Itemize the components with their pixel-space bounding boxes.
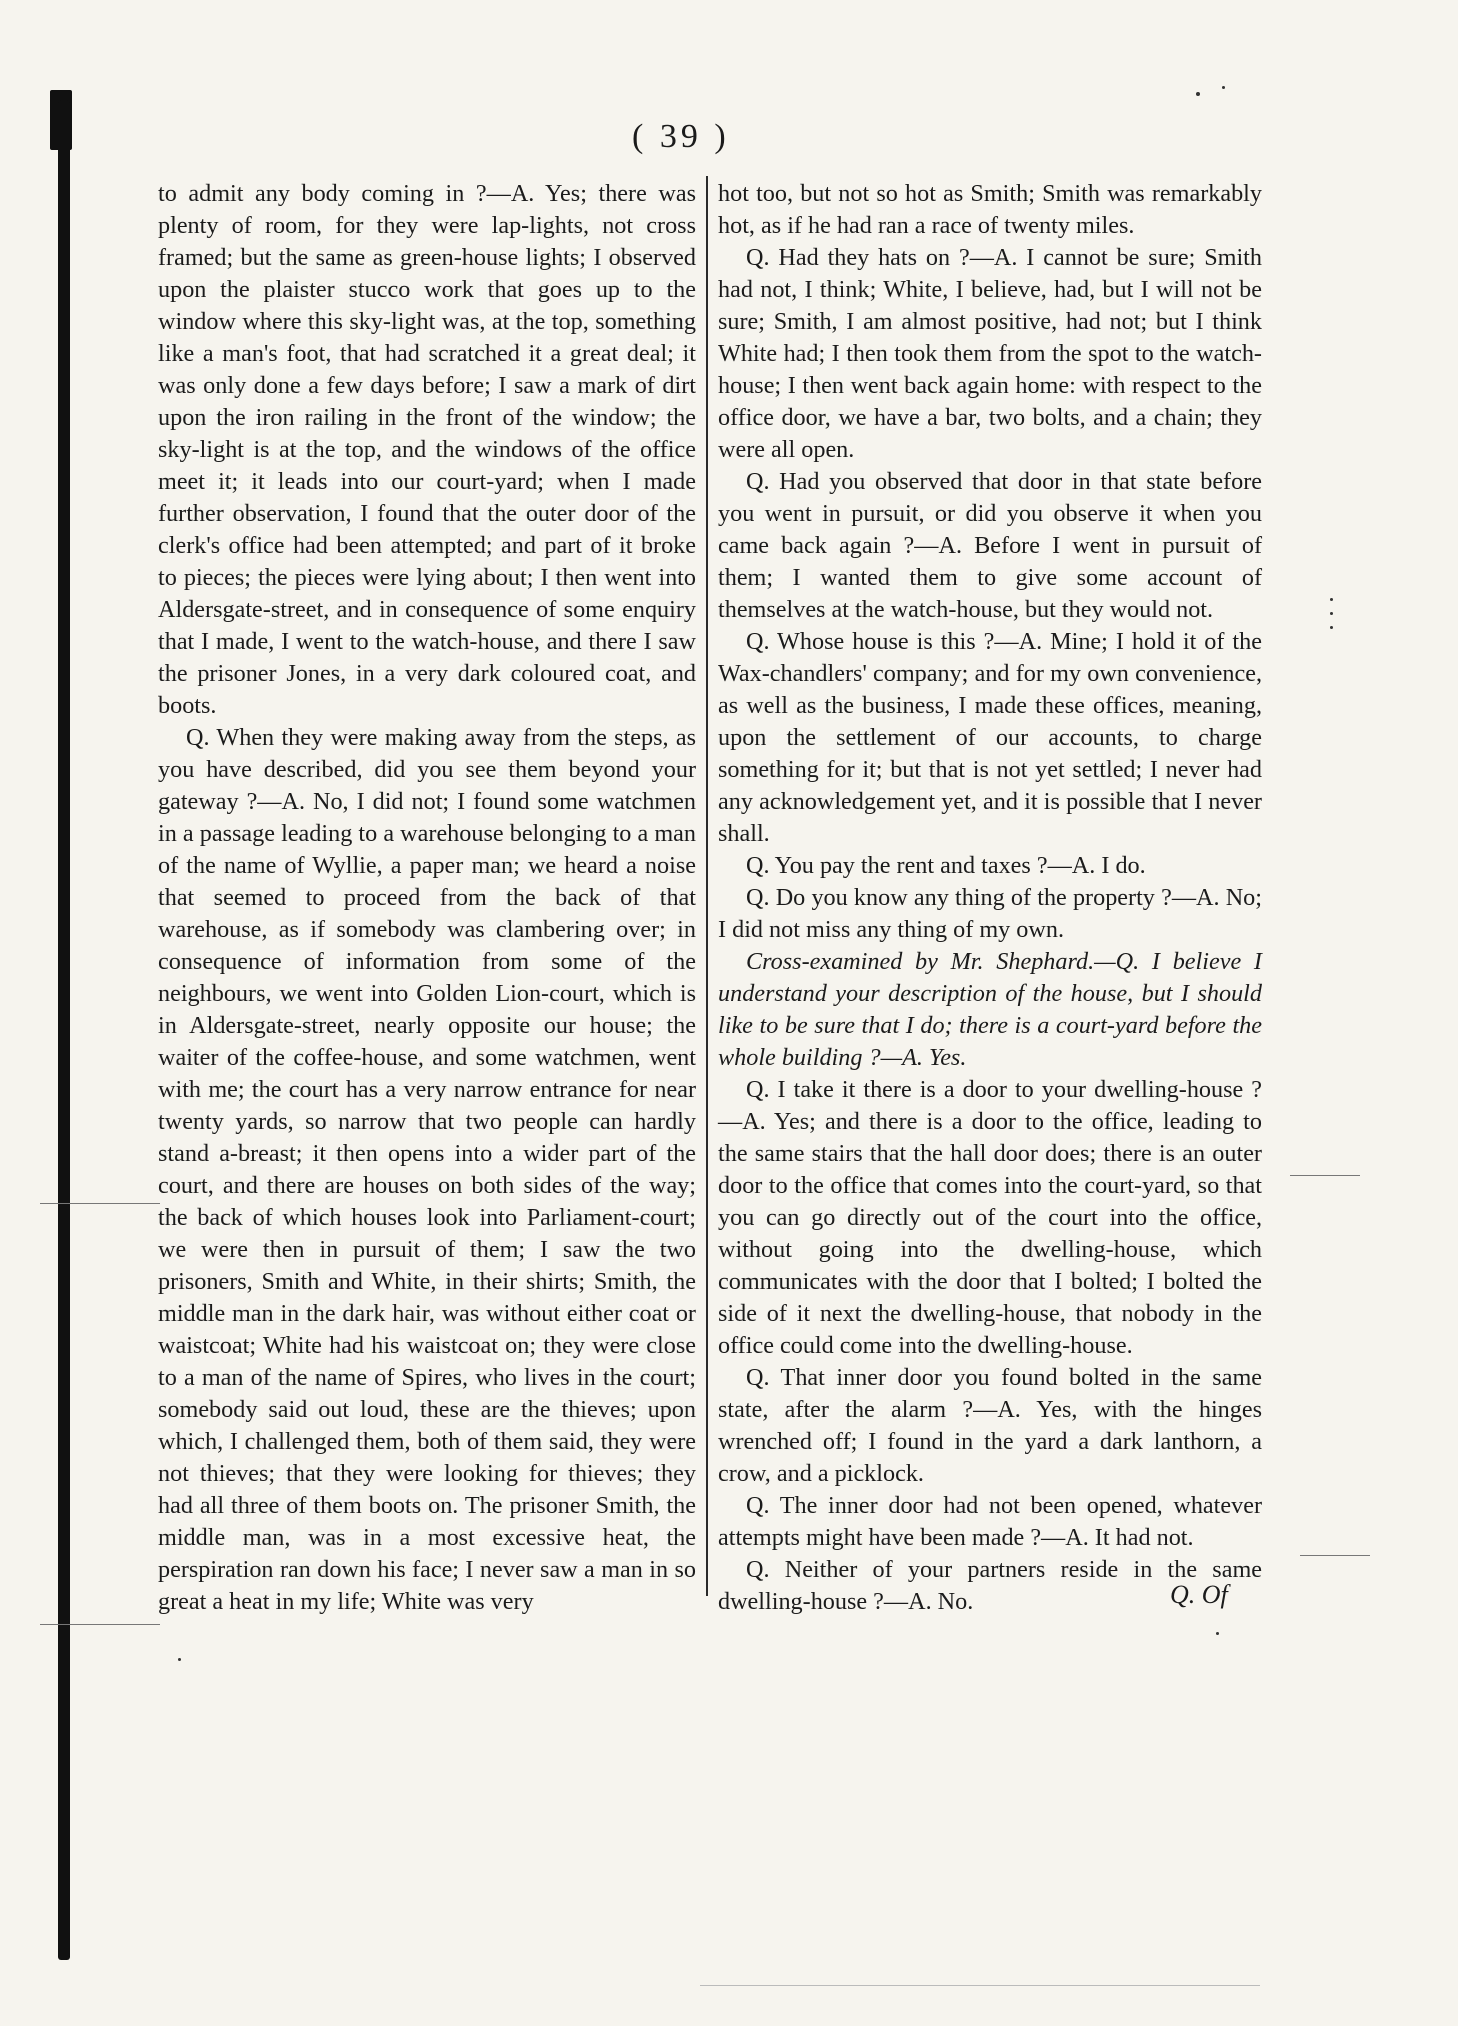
scan-mark: [1290, 1175, 1360, 1176]
paragraph: Q. I take it there is a door to your dwelling-house ?—A. Yes; and there is a door to the office, leading to the same stairs that the hall door does; there is an outer door to the office that comes into the court-yard, so that you can go directly out of the court into the office, without going into the dwelling-house, which communicates with the door that I bolted; I bolted the side of it next the dwelling-house, that nobody in the office could come into the dwelling-house.: [718, 1076, 1262, 1359]
paragraph: hot too, but not so hot as Smith; Smith was remarkably hot, as if he had ran a race of twenty miles.: [718, 180, 1262, 239]
left-column: [158, 178, 696, 1618]
paper-speck: [178, 1658, 181, 1661]
scan-mark: [700, 1985, 1260, 1986]
paper-speck: [1330, 598, 1333, 601]
paragraph: Q. The inner door had not been opened, whatever attempts might have been made ?—A. It had not.: [718, 1492, 1262, 1551]
paragraph: Q. When they were making away from the steps, as you have described, did you see them beyond your gateway ?—A. No, I did not; I found some watchmen in a passage leading to a warehouse belonging to a man of the name of Wyllie, a paper man; we heard a noise that seemed to proceed from the back of that warehouse, as if somebody was clambering over; in consequence of information from some of the neighbours, we went into Golden Lion-court, which is in Aldersgate-street, nearly opposite our house; the waiter of the coffee-house, and some watchmen, went with me; the court has a very narrow entrance for near twenty yards, so narrow that two people can hardly stand a-breast; it then opens into a wider part of the court, and there are houses on both sides of the way; the back of which houses look into Parliament-court; we were then in pursuit of them; I saw the two prisoners, Smith and White, in their shirts; Smith, the middle man in the dark hair, was without either coat or waistcoat; White had his waistcoat on; they were close to a man of the name of Spires, who lives in the court; somebody said out loud, these are the thieves; upon which, I challenged them, both of them said, they were not thieves; that they were looking for thieves; they had all three of them boots on. The prisoner Smith, the middle man, was in a most excessive heat, the perspiration ran down his face; I never saw a man in so great a heat in my life; White was very: [158, 724, 696, 1615]
paper-speck: [1330, 626, 1333, 629]
paragraph: Q. Had they hats on ?—A. I cannot be sure; Smith had not, I think; White, I believe, had, but I will not be sure; Smith, I am almost positive, had not; but I think White had; I then took them from the spot to the watch-house; I then went back again home: with respect to the office door, we have a bar, two bolts, and a chain; they were all open.: [718, 244, 1262, 463]
page-number: ( 39 ): [632, 118, 730, 155]
paragraph: Q. That inner door you found bolted in the same state, after the alarm ?—A. Yes, with the hinges wrenched off; I found in the yard a dark lanthorn, a crow, and a picklock.: [718, 1364, 1262, 1487]
paper-speck: [1222, 86, 1225, 89]
column-rule: [706, 176, 708, 1596]
right-column: [718, 178, 1262, 1618]
paragraph: to admit any body coming in ?—A. Yes; there was plenty of room, for they were lap-lights, not cross framed; but the same as green-house lights; I observed upon the plaister stucco work that goes up to the window where this sky-light was, at the top, something like a man's foot, that had scratched it a great deal; it was only done a few days before; I saw a mark of dirt upon the iron railing in the front of the window; the sky-light is at the top, and the windows of the office meet it; it leads into our court-yard; when I made further observation, I found that the outer door of the clerk's office had been attempted; and part of it broke to pieces; the pieces were lying about; I then went into Aldersgate-street, and in consequence of some enquiry that I made, I went to the watch-house, and there I saw the prisoner Jones, in a very dark coloured coat, and boots.: [158, 180, 696, 719]
paragraph: Q. Had you observed that door in that state before you went in pursuit, or did you observe it when you came back again ?—A. Before I went in pursuit of them; I wanted them to give some account of themselves at the watch-house, but they would not.: [718, 468, 1262, 623]
catchword: Q. Of: [1170, 1580, 1228, 1609]
paragraph: Q. You pay the rent and taxes ?—A. I do.: [746, 852, 1146, 879]
paper-speck: [1216, 1632, 1219, 1635]
paragraph: Q. Do you know any thing of the property ?—A. No; I did not miss any thing of my own.: [718, 884, 1262, 943]
binding-shadow: [58, 100, 70, 1960]
scan-mark: [1300, 1555, 1370, 1556]
paper-speck: [1330, 612, 1333, 615]
paragraph: Cross-examined by Mr. Shephard.—Q. I believe I understand your description of the house, but I should like to be sure that I do; there is a court-yard before the whole building ?—A. Yes.: [718, 948, 1262, 1071]
paragraph: Q. Whose house is this ?—A. Mine; I hold it of the Wax-chandlers' company; and for my own convenience, as well as the business, I made these offices, meaning, upon the settlement of our accounts, to charge something for it; but that is not yet settled; I never had any acknowledgement yet, and it is possible that I never shall.: [718, 628, 1262, 847]
scan-mark: [40, 1203, 160, 1204]
paper-speck: [1196, 92, 1200, 96]
paragraph: Q. Neither of your partners reside in the same dwelling-house ?—A. No.: [718, 1556, 1262, 1615]
scan-mark: [40, 1624, 160, 1625]
